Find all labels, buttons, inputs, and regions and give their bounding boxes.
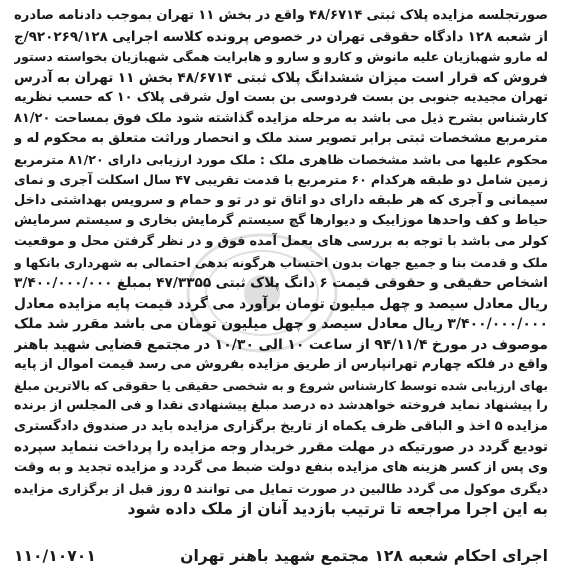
notice-line: مترمربع مشخصات ثبتی برابر تصویر سند ملک و انحصار وراثت متعلق به محکوم له و [14, 131, 548, 147]
notice-line: زمین شامل دو طبقه هرکدام ۶۰ مترمربع با قدمت تقریبی ۴۷ سال اسکلت آجری و نمای [14, 172, 548, 188]
notice-line: کارشناس بشرح ذیل می باشد به مرحله مزایده گذاشته شود ملک فوق بمساحت ۸۱/۲۰ [14, 110, 548, 126]
issuer-signature: اجرای احکام شعبه ۱۲۸ مجتمع شهید باهنر تهران [180, 547, 548, 565]
notice-line: ریال معادل سیصد و چهل میلیون تومان برآورد می گردد قیمت پایه مزایده معادل [14, 295, 548, 312]
notice-line: کولر می باشد با توجه به بررسی های بعمل آمده فوق و در نظر گرفتن محل و موقعیت [14, 234, 548, 250]
notice-body [14, 6, 548, 520]
notice-line: را پیشنهاد نماید فروخته خواهدشد ده درصد مبلغ پیشنهادی نقدا و فی المجلس از برنده [14, 398, 548, 414]
notice-line: مزایده ۵ اخذ و الباقی ظرف یکماه از تاریخ برگزاری مزایده باید در صندوق دادگستری [14, 418, 548, 434]
notice-line: صورتجلسه مزایده پلاک ثبتی ۴۸/۶۷۱۴ واقع در بخش ۱۱ تهران بموجب دادنامه صادره [14, 8, 548, 23]
notice-line: ملک و قدمت بنا و جمیع جهات بدون احتساب هرگونه بدهی احتمالی به شهرداری بانکها و [14, 254, 548, 270]
notice-line: از شعبه ۱۲۸ دادگاه حقوقی تهران در خصوص پرونده کلاسه اجرایی ۹۲۰۲۶۹/۱۲۸/ج [14, 28, 548, 45]
notice-line: وی پس از کسر هزینه های مزایده بنفع دولت ضبط می گردد و مزایده تجدید و به وقت [14, 460, 548, 476]
notice-line: واقع در فلکه چهارم تهرانپارس از طریق مزایده بفروش می رسد قیمت اموال از پایه [14, 357, 548, 373]
notice-code: ۱۱۰/۱۰۷۰۱ [14, 547, 96, 565]
notice-line: ۳/۴۰۰/۰۰۰/۰۰۰ ریال معادل سیصد و چهل میلیون تومان می باشد مقرر شد ملک [14, 316, 548, 333]
notice-footer [14, 544, 548, 568]
notice-line: تهران مجیدیه جنوبی بن بست فردوسی بن بست اول شرقی پلاک ۱۰ که حسب نظریه [14, 90, 548, 106]
court-auction-notice [14, 6, 548, 570]
notice-line: سیمانی و آجری که هر طبقه دارای دو اتاق تو در تو و حمام و سرویس بهداشتی داخل [14, 192, 548, 208]
notice-line: اشخاص حقیقی و حقوقی قیمت ۶ دانگ پلاک ثبتی ۴۷/۳۳۵۵ بمبلغ ۳/۴۰۰/۰۰۰/۰۰۰ [14, 275, 548, 292]
notice-line: موصوف در مورخ ۹۴/۱۱/۴ از ساعت ۱۰ الی ۱۰/۳۰ در مجتمع قضایی شهید باهنر [14, 336, 548, 353]
notice-line: به این اجرا مراجعه تا ترتیب بازدید آنان از ملک داده شود [127, 500, 548, 519]
notice-line: محکوم علیها می باشد مشخصات ظاهری ملک : ملک مورد ارزیابی دارای ۸۱/۲۰ مترمربع [14, 151, 548, 167]
notice-line: تودیع گردد در صورتیکه در مهلت مقرر خریدار وجه مزایده را پرداخت ننماید سپرده [14, 439, 548, 456]
notice-line: بهای ارزیابی شده توسط کارشناس شروع و به شخصی حقیقی یا حقوقی که بالاترین مبلغ [14, 378, 548, 393]
notice-line: فروش که قرار است میزان ششدانگ پلاک ثبتی ۴۸/۶۷۱۴ بخش ۱۱ تهران به آدرس [14, 69, 548, 86]
notice-line: دیگری موکول می گردد طالبین در صورت تمایل می توانند ۵ روز قبل از برگزاری مزایده [14, 480, 548, 496]
notice-line: له مارو شهبازیان علیه مانوش و کارو و سارو و هابرایت همگی شهبازیان بخواسته دستور [14, 49, 548, 65]
notice-line: حیاط و کف واحدها موزاییک و دیوارها گچ سیستم گرمایش بخاری و سیستم سرمایش [14, 213, 548, 229]
